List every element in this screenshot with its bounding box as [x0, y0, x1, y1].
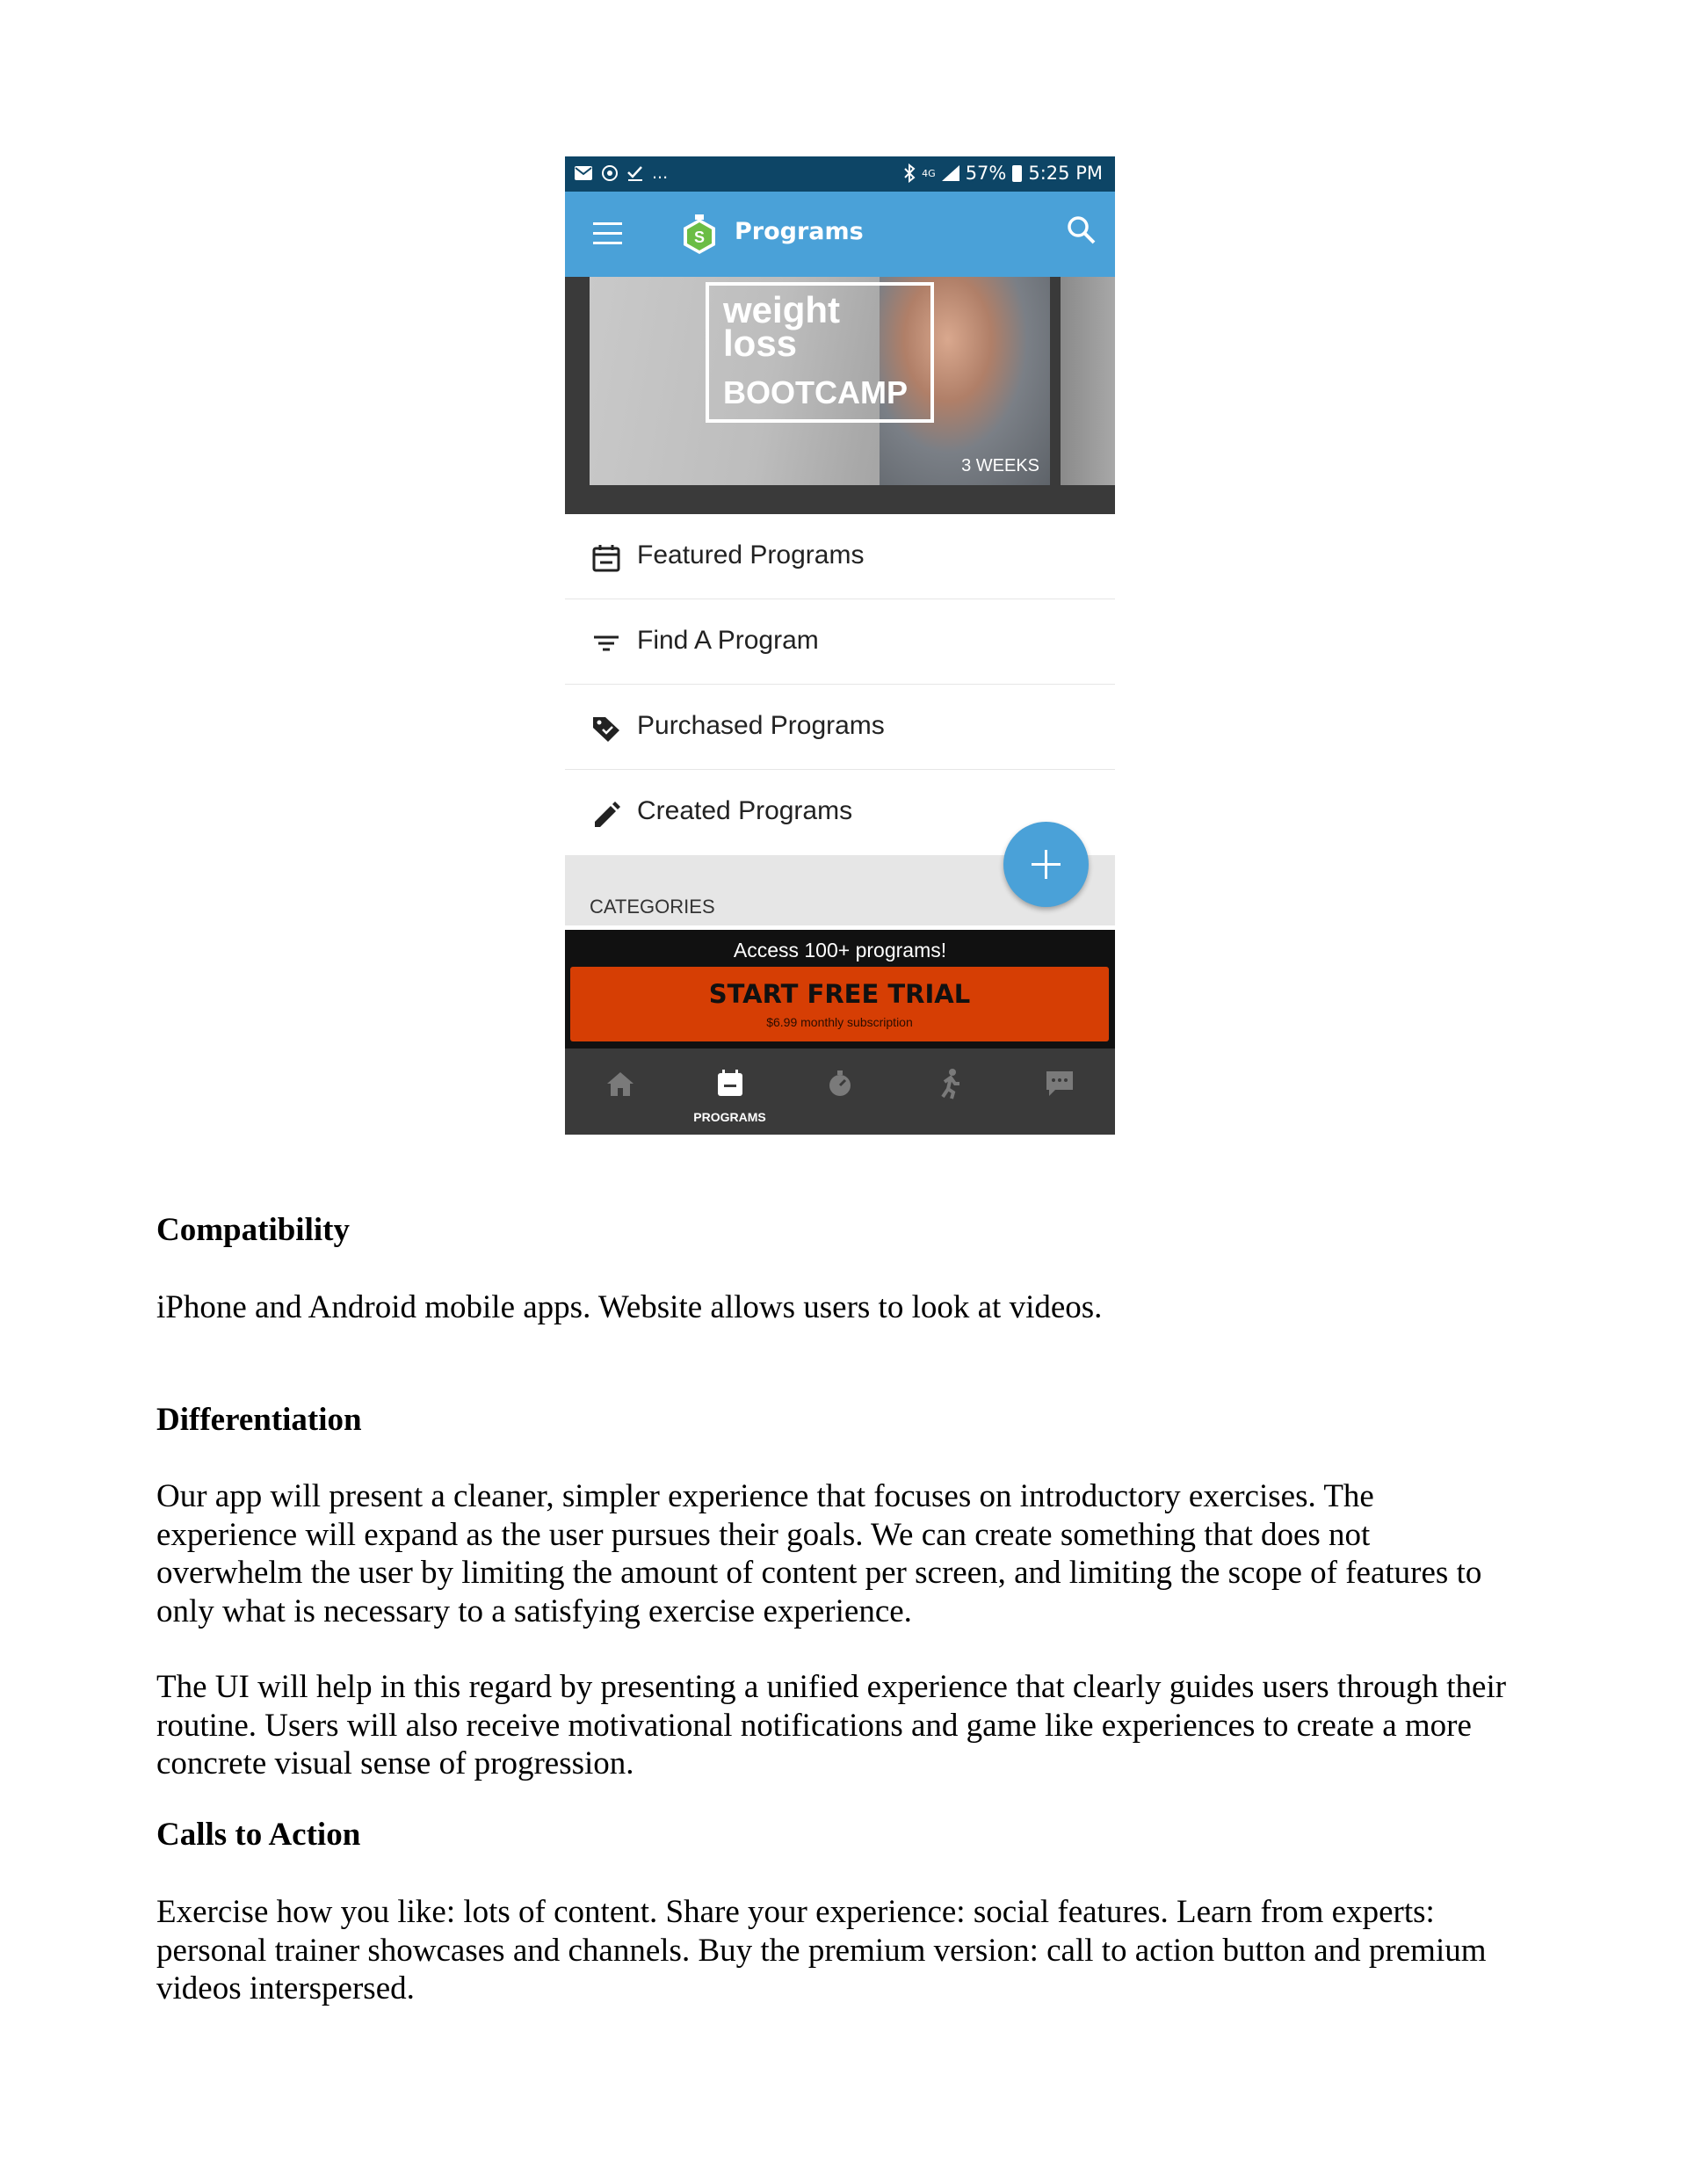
- menu-item-featured-programs[interactable]: [565, 514, 1115, 599]
- promo-text: Access 100+ programs!: [733, 939, 947, 961]
- tag-icon: [591, 714, 621, 744]
- programs-icon: [714, 1068, 746, 1099]
- nav-item-activity[interactable]: [894, 1048, 1004, 1135]
- next-program-card[interactable]: [1061, 277, 1115, 485]
- whatsapp-icon: [601, 164, 619, 182]
- battery-icon: [1012, 165, 1022, 182]
- chat-icon: [1044, 1068, 1075, 1099]
- pencil-icon: [591, 799, 621, 829]
- filter-icon: [591, 628, 621, 658]
- paragraph-line: routine. Users will also receive motivational notifications and game like experiences to create a more: [156, 1707, 1472, 1744]
- running-icon: [934, 1068, 966, 1099]
- app-bar: [565, 192, 1115, 277]
- home-icon: [605, 1068, 636, 1099]
- trial-button-label: START FREE TRIAL: [708, 979, 971, 1009]
- differentiation-paragraph-1: [156, 1477, 1545, 1630]
- logo-letter: S: [693, 229, 706, 246]
- bottom-navigation: [565, 1048, 1115, 1135]
- trial-button-price: $6.99 monthly subscription: [766, 1015, 913, 1029]
- paragraph-line: experience will expand as the user pursues their goals. We can create something that does not: [156, 1516, 1371, 1553]
- menu-item-purchased-programs[interactable]: [565, 685, 1115, 770]
- program-duration: 3 WEEKS: [961, 456, 1039, 475]
- calendar-icon: [591, 543, 621, 573]
- menu-item-label: Purchased Programs: [637, 711, 885, 740]
- menu-icon[interactable]: [593, 222, 622, 245]
- app-logo-icon: [677, 213, 721, 260]
- status-bar: [565, 156, 1115, 192]
- paragraph-line: overwhelm the user by limiting the amount of content per screen, and limiting the scope of features to: [156, 1555, 1482, 1591]
- program-title-line2: loss: [723, 323, 798, 364]
- battery-percent: 57%: [965, 163, 1007, 184]
- app-screenshot: [565, 156, 1115, 1135]
- nav-item-timer[interactable]: [785, 1048, 894, 1135]
- more-notifications-dots: ...: [652, 163, 669, 183]
- nav-item-programs[interactable]: [675, 1048, 785, 1135]
- paragraph-line: concrete visual sense of progression.: [156, 1745, 634, 1781]
- nav-item-home[interactable]: [565, 1048, 675, 1135]
- timer-icon: [824, 1068, 856, 1099]
- paragraph-line: videos interspersed.: [156, 1970, 415, 2006]
- differentiation-heading: Differentiation: [156, 1402, 362, 1438]
- program-title-line1: weight: [723, 289, 840, 330]
- signal-icon: [942, 165, 959, 181]
- programs-menu: [565, 514, 1115, 855]
- compatibility-heading: Compatibility: [156, 1212, 350, 1248]
- mail-icon: [574, 165, 593, 181]
- premium-banner: [565, 930, 1115, 1048]
- paragraph-line: The UI will help in this regard by presenting a unified experience that clearly guides users through their: [156, 1669, 1507, 1705]
- paragraph-line: Our app will present a cleaner, simpler experience that focuses on introductory exercises. The: [156, 1478, 1374, 1514]
- nav-item-label: PROGRAMS: [693, 1110, 766, 1124]
- start-free-trial-button[interactable]: [570, 967, 1109, 1041]
- categories-label: CATEGORIES: [590, 896, 715, 918]
- menu-item-label: Featured Programs: [637, 541, 865, 570]
- page-title: Programs: [735, 218, 864, 245]
- add-program-button[interactable]: [1003, 822, 1089, 907]
- paragraph-line: Exercise how you like: lots of content. Share your experience: social features. Learn from experts:: [156, 1894, 1435, 1930]
- program-card-weight-loss-bootcamp[interactable]: [590, 277, 1050, 485]
- nav-item-messages[interactable]: [1004, 1048, 1114, 1135]
- featured-carousel[interactable]: [565, 277, 1115, 514]
- menu-item-label: Find A Program: [637, 626, 819, 655]
- paragraph-line: only what is necessary to a satisfying exercise experience.: [156, 1593, 912, 1629]
- clock: 5:25 PM: [1028, 163, 1103, 184]
- check-icon: [626, 164, 644, 182]
- calls-to-action-paragraph: [156, 1893, 1545, 2008]
- program-title-line3: BOOTCAMP: [723, 374, 908, 410]
- network-type: 4G: [922, 167, 936, 179]
- compatibility-text: iPhone and Android mobile apps. Website allows users to look at videos.: [156, 1289, 1103, 1325]
- differentiation-paragraph-2: [156, 1668, 1545, 1783]
- menu-item-label: Created Programs: [637, 796, 853, 825]
- menu-item-find-a-program[interactable]: [565, 599, 1115, 685]
- calls-to-action-heading: Calls to Action: [156, 1817, 361, 1853]
- paragraph-line: personal trainer showcases and channels. Buy the premium version: call to action button and premium: [156, 1932, 1487, 1969]
- bluetooth-icon: [903, 163, 916, 183]
- search-icon[interactable]: [1066, 214, 1097, 250]
